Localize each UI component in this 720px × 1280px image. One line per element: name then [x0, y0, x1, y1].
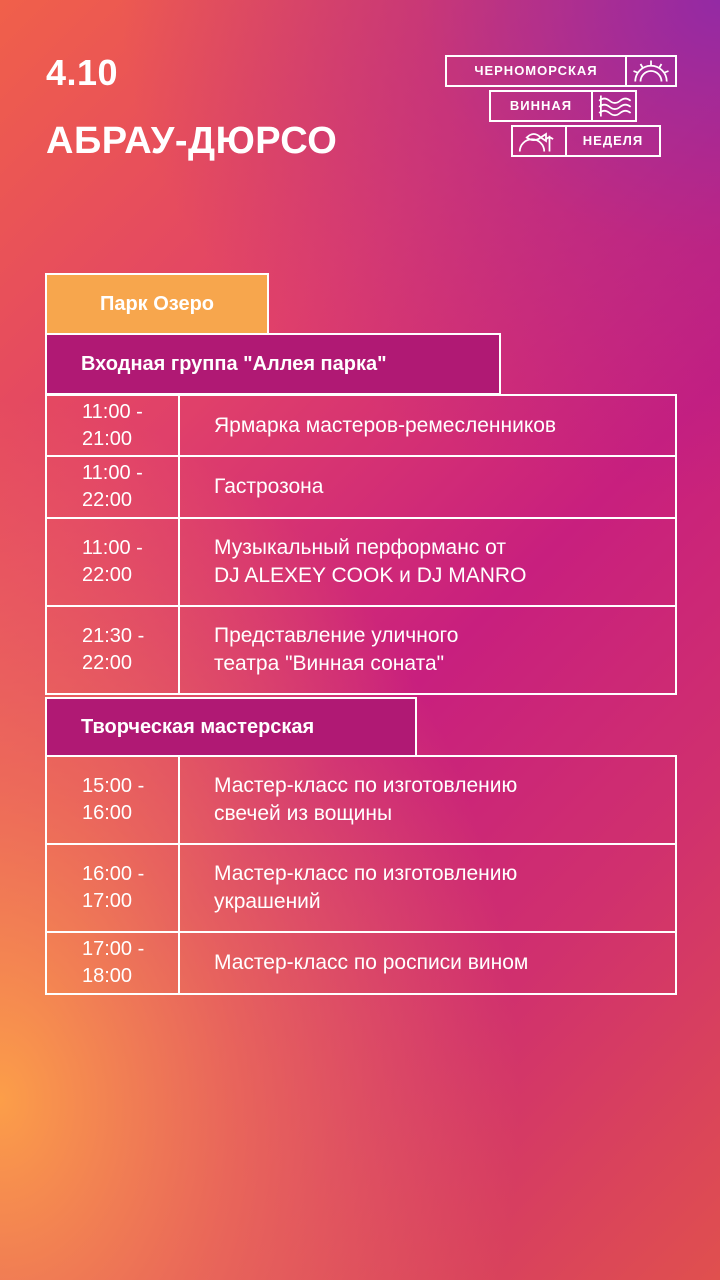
festival-logo — [445, 55, 677, 157]
event-cell: Мастер-класс по росписи вином — [214, 951, 529, 974]
event-cell: Ярмарка мастеров-ремесленников — [214, 413, 557, 437]
event-city: АБРАУ-ДЮРСО — [46, 120, 338, 162]
schedule-table — [45, 755, 677, 995]
time-cell: 16:00 - 17:00 — [47, 845, 180, 931]
time-cell: 11:00 - 22:00 — [47, 457, 180, 517]
table-row — [45, 755, 677, 845]
time-cell: 11:00 - 21:00 — [47, 396, 180, 455]
section-title: Входная группа "Аллея парка" — [81, 352, 387, 375]
logo-line-1: ЧЕРНОМОРСКАЯ — [445, 55, 627, 87]
sun-icon — [625, 55, 677, 87]
event-cell: Гастрозона — [214, 475, 324, 498]
table-row — [45, 843, 677, 933]
time-cell: 21:30 - 22:00 — [47, 607, 180, 693]
event-date: 4.10 — [46, 52, 119, 93]
venue-tag — [45, 273, 269, 335]
event-cell: Мастер-класс по изготовлению украшений — [214, 862, 518, 913]
section-header — [45, 697, 417, 757]
time-cell: 11:00 - 22:00 — [47, 519, 180, 605]
schedule-table — [45, 394, 677, 695]
event-cell: Мастер-класс по изготовлению свечей из вощины — [214, 774, 518, 825]
section-title: Творческая мастерская — [81, 715, 315, 738]
time-cell: 17:00 - 18:00 — [47, 933, 180, 993]
event-cell: Представление уличного театра "Винная соната" — [214, 624, 459, 675]
table-row — [45, 455, 677, 519]
logo-line-3: НЕДЕЛЯ — [565, 125, 661, 157]
fish-grape-icon — [511, 125, 567, 157]
table-row — [45, 931, 677, 995]
table-row — [45, 605, 677, 695]
venue-label: Парк Озеро — [99, 292, 215, 315]
section-header — [45, 333, 501, 395]
table-row — [45, 517, 677, 607]
table-row — [45, 394, 677, 457]
event-cell: Музыкальный перформанс от DJ ALEXEY COOK и DJ MANRO — [214, 536, 527, 587]
waves-icon — [591, 90, 637, 122]
time-cell: 15:00 - 16:00 — [47, 757, 180, 843]
logo-line-2: ВИННАЯ — [489, 90, 593, 122]
